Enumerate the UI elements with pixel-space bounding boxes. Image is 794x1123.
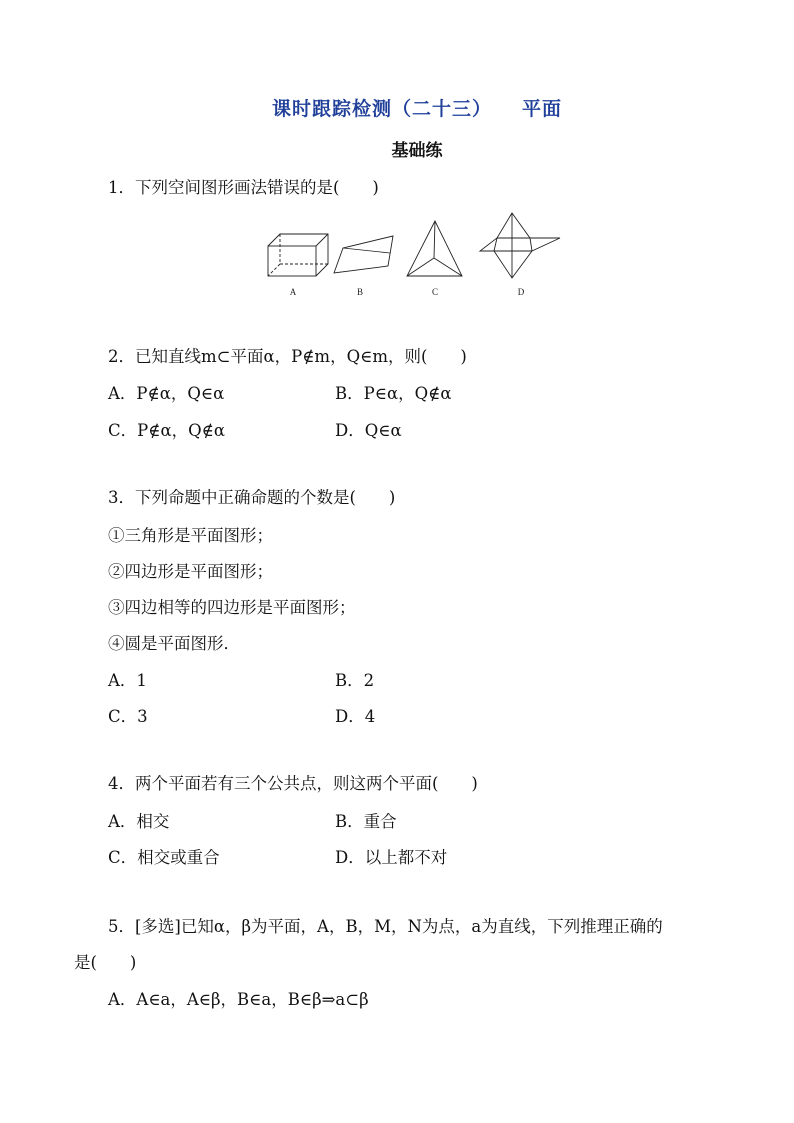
question-3-option-b: B．2 [335, 671, 375, 690]
question-5-option-a: A．A∈a，A∈β，B∈a，B∈β⇒a⊂β [108, 990, 369, 1009]
question-1-stem: 1．下列空间图形画法错误的是( ) [108, 178, 379, 197]
question-5-stem-line2: 是( ) [74, 953, 137, 972]
question-5-stem-line1: 5．[多选]已知α，β为平面，A，B，M，N为点，a为直线，下列推理正确的 [108, 917, 663, 936]
page-title [0, 94, 794, 121]
figure-d-intersecting-planes [480, 213, 560, 278]
question-2-option-c: C．P∉α，Q∉α [108, 421, 225, 440]
question-3-option-a: A．1 [108, 671, 147, 690]
question-2-stem: 2．已知直线m⊂平面α，P∉m，Q∈m，则( ) [108, 347, 467, 366]
figure-a-cube [268, 234, 328, 276]
question-3-item: ④圆是平面图形． [108, 634, 240, 653]
question-4-option-b: B．重合 [335, 812, 397, 831]
figure-c-tetrahedron [407, 221, 462, 276]
title-topic: 平面 [522, 98, 563, 120]
question-3-stem: 3．下列命题中正确命题的个数是( ) [108, 488, 396, 507]
question-3-option-d: D．4 [335, 707, 376, 726]
question-4-option-c: C．相交或重合 [108, 848, 220, 867]
figure-label-b: B [356, 287, 364, 297]
figure-label-a: A [289, 287, 297, 297]
title-main: 课时跟踪检测（二十三） [271, 98, 492, 120]
question-3-item: ②四边形是平面图形； [108, 562, 273, 581]
question-1-figure [262, 208, 567, 303]
figure-b-plane [334, 236, 393, 273]
question-4-option-d: D．以上都不对 [335, 848, 448, 867]
question-4-stem: 4．两个平面若有三个公共点，则这两个平面( ) [108, 774, 478, 793]
question-3-option-c: C．3 [108, 707, 148, 726]
figure-label-d: D [517, 287, 525, 297]
question-2-option-b: B．P∈α，Q∉α [335, 384, 452, 403]
question-4-option-a: A．相交 [108, 812, 170, 831]
question-2-option-a: A．P∉α，Q∈α [108, 384, 225, 403]
section-heading: 基础练 [391, 141, 443, 161]
question-3-item: ①三角形是平面图形； [108, 526, 273, 545]
figure-label-c: C [431, 287, 439, 297]
question-2-option-d: D．Q∈α [335, 421, 402, 440]
question-3-item: ③四边相等的四边形是平面图形； [108, 598, 356, 617]
